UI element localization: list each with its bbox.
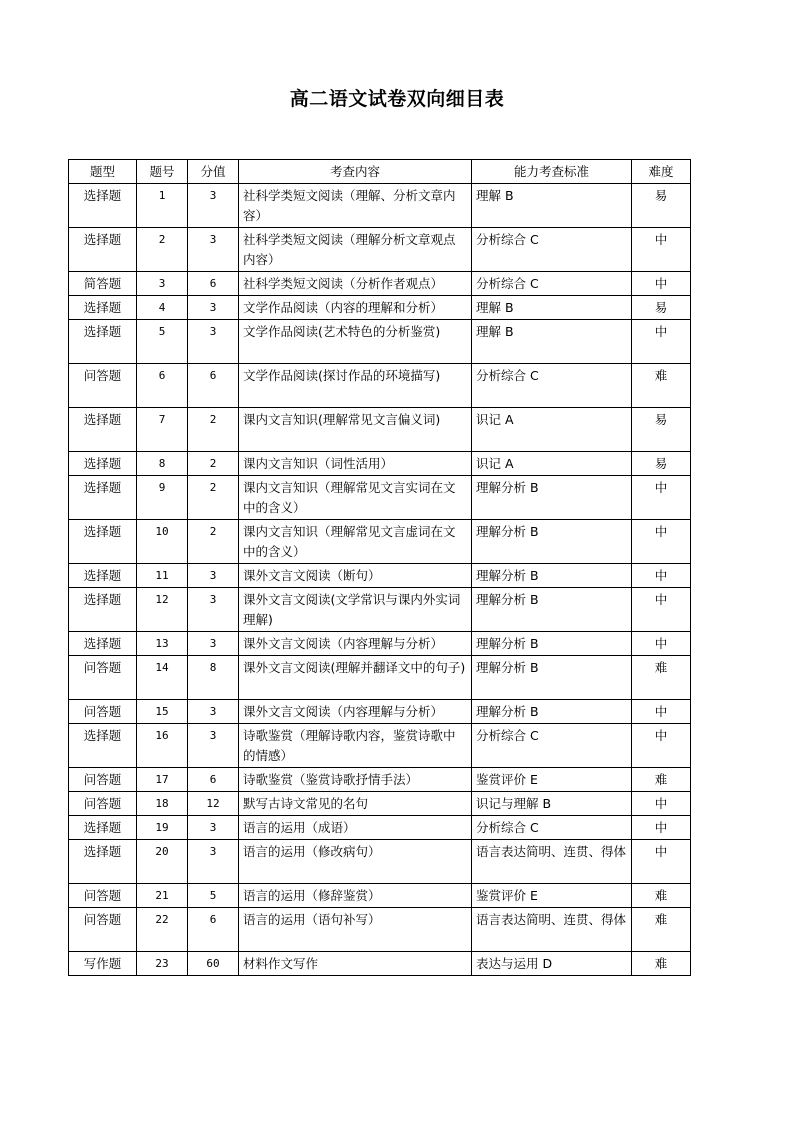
table-row: [69, 452, 691, 476]
cell-type: 选择题: [69, 564, 137, 588]
cell-type: 问答题: [69, 700, 137, 724]
cell-standard: 理解 B: [472, 184, 632, 228]
cell-score: 3: [188, 700, 239, 724]
table-row: [69, 656, 691, 700]
cell-score: 5: [188, 884, 239, 908]
cell-content: 默写古诗文常见的名句: [239, 792, 472, 816]
cell-difficulty: 难: [632, 908, 691, 952]
cell-num: 10: [137, 520, 188, 564]
cell-type: 选择题: [69, 408, 137, 452]
cell-standard: 表达与运用 D: [472, 952, 632, 976]
cell-score: 6: [188, 364, 239, 408]
cell-standard: 理解分析 B: [472, 656, 632, 700]
cell-num: 21: [137, 884, 188, 908]
cell-content: 文学作品阅读(探讨作品的环境描写): [239, 364, 472, 408]
cell-score: 3: [188, 724, 239, 768]
cell-num: 14: [137, 656, 188, 700]
cell-content: 课内文言知识(理解常见文言偏义词): [239, 408, 472, 452]
cell-difficulty: 中: [632, 228, 691, 272]
cell-type: 选择题: [69, 184, 137, 228]
cell-type: 选择题: [69, 816, 137, 840]
cell-num: 2: [137, 228, 188, 272]
cell-standard: 理解分析 B: [472, 564, 632, 588]
cell-standard: 理解分析 B: [472, 520, 632, 564]
cell-difficulty: 中: [632, 840, 691, 884]
cell-num: 4: [137, 296, 188, 320]
cell-standard: 分析综合 C: [472, 228, 632, 272]
cell-score: 3: [188, 564, 239, 588]
cell-type: 问答题: [69, 364, 137, 408]
cell-type: 选择题: [69, 724, 137, 768]
cell-num: 15: [137, 700, 188, 724]
cell-content: 诗歌鉴赏（理解诗歌内容，鉴赏诗歌中的情感）: [239, 724, 472, 768]
table-row: [69, 408, 691, 452]
cell-standard: 识记 A: [472, 452, 632, 476]
cell-content: 文学作品阅读(艺术特色的分析鉴赏): [239, 320, 472, 364]
cell-difficulty: 中: [632, 564, 691, 588]
cell-content: 诗歌鉴赏（鉴赏诗歌抒情手法）: [239, 768, 472, 792]
table-row: [69, 792, 691, 816]
col-header-difficulty: 难度: [632, 160, 691, 184]
cell-difficulty: 易: [632, 296, 691, 320]
cell-type: 选择题: [69, 320, 137, 364]
cell-num: 22: [137, 908, 188, 952]
cell-type: 选择题: [69, 520, 137, 564]
cell-score: 6: [188, 768, 239, 792]
cell-content: 语言的运用（修改病句）: [239, 840, 472, 884]
cell-num: 18: [137, 792, 188, 816]
cell-type: 选择题: [69, 632, 137, 656]
table-body: [69, 184, 691, 976]
cell-content: 课内文言知识（理解常见文言实词在文中的含义）: [239, 476, 472, 520]
cell-num: 8: [137, 452, 188, 476]
cell-standard: 理解分析 B: [472, 588, 632, 632]
cell-score: 3: [188, 632, 239, 656]
table-row: [69, 564, 691, 588]
table-row: [69, 588, 691, 632]
cell-content: 课外文言文阅读(理解并翻译文中的句子): [239, 656, 472, 700]
cell-score: 3: [188, 228, 239, 272]
cell-type: 问答题: [69, 792, 137, 816]
cell-standard: 识记与理解 B: [472, 792, 632, 816]
cell-type: 选择题: [69, 840, 137, 884]
cell-difficulty: 中: [632, 272, 691, 296]
col-header-type: 题型: [69, 160, 137, 184]
cell-score: 3: [188, 840, 239, 884]
cell-content: 语言的运用（语句补写）: [239, 908, 472, 952]
cell-standard: 理解分析 B: [472, 632, 632, 656]
cell-num: 20: [137, 840, 188, 884]
cell-type: 简答题: [69, 272, 137, 296]
cell-difficulty: 易: [632, 452, 691, 476]
col-header-standard: 能力考查标准: [472, 160, 632, 184]
cell-standard: 理解 B: [472, 296, 632, 320]
cell-num: 7: [137, 408, 188, 452]
cell-difficulty: 难: [632, 884, 691, 908]
col-header-score: 分值: [188, 160, 239, 184]
cell-difficulty: 易: [632, 184, 691, 228]
table-row: [69, 700, 691, 724]
table-row: [69, 320, 691, 364]
cell-content: 语言的运用（成语）: [239, 816, 472, 840]
cell-difficulty: 难: [632, 768, 691, 792]
cell-num: 11: [137, 564, 188, 588]
spec-table: [68, 159, 691, 976]
cell-num: 13: [137, 632, 188, 656]
cell-score: 12: [188, 792, 239, 816]
cell-score: 3: [188, 816, 239, 840]
cell-standard: 分析综合 C: [472, 272, 632, 296]
table-row: [69, 724, 691, 768]
table-row: [69, 952, 691, 976]
cell-difficulty: 中: [632, 724, 691, 768]
cell-num: 9: [137, 476, 188, 520]
cell-type: 问答题: [69, 656, 137, 700]
cell-type: 选择题: [69, 476, 137, 520]
cell-difficulty: 难: [632, 656, 691, 700]
cell-difficulty: 中: [632, 520, 691, 564]
table-row: [69, 840, 691, 884]
cell-content: 社科学类短文阅读（理解分析文章观点内容）: [239, 228, 472, 272]
cell-content: 课外文言文阅读（内容理解与分析）: [239, 632, 472, 656]
cell-num: 17: [137, 768, 188, 792]
cell-type: 写作题: [69, 952, 137, 976]
cell-difficulty: 中: [632, 792, 691, 816]
table-row: [69, 884, 691, 908]
table-row: [69, 908, 691, 952]
col-header-num: 题号: [137, 160, 188, 184]
table-row: [69, 768, 691, 792]
table-row: [69, 296, 691, 320]
table-row: [69, 272, 691, 296]
table-row: [69, 184, 691, 228]
cell-type: 选择题: [69, 452, 137, 476]
cell-standard: 识记 A: [472, 408, 632, 452]
table-row: [69, 520, 691, 564]
cell-score: 8: [188, 656, 239, 700]
table-header-row: [69, 160, 691, 184]
cell-content: 课外文言文阅读（内容理解与分析）: [239, 700, 472, 724]
cell-score: 6: [188, 272, 239, 296]
cell-content: 语言的运用（修辞鉴赏）: [239, 884, 472, 908]
cell-difficulty: 中: [632, 320, 691, 364]
cell-score: 3: [188, 184, 239, 228]
cell-score: 2: [188, 520, 239, 564]
cell-type: 问答题: [69, 908, 137, 952]
table-row: [69, 228, 691, 272]
cell-score: 2: [188, 408, 239, 452]
cell-num: 12: [137, 588, 188, 632]
cell-num: 16: [137, 724, 188, 768]
cell-standard: 语言表达简明、连贯、得体: [472, 840, 632, 884]
page-title: 高二语文试卷双向细目表: [289, 88, 505, 110]
cell-difficulty: 中: [632, 632, 691, 656]
cell-difficulty: 易: [632, 408, 691, 452]
cell-type: 选择题: [69, 228, 137, 272]
cell-type: 问答题: [69, 884, 137, 908]
table-row: [69, 632, 691, 656]
cell-standard: 理解分析 B: [472, 700, 632, 724]
cell-type: 选择题: [69, 296, 137, 320]
col-header-content: 考查内容: [239, 160, 472, 184]
cell-standard: 分析综合 C: [472, 364, 632, 408]
cell-standard: 理解 B: [472, 320, 632, 364]
table-row: [69, 816, 691, 840]
cell-content: 文学作品阅读（内容的理解和分析）: [239, 296, 472, 320]
cell-difficulty: 难: [632, 952, 691, 976]
table-row: [69, 476, 691, 520]
cell-num: 6: [137, 364, 188, 408]
cell-num: 1: [137, 184, 188, 228]
cell-score: 3: [188, 296, 239, 320]
cell-num: 5: [137, 320, 188, 364]
cell-difficulty: 中: [632, 816, 691, 840]
cell-score: 2: [188, 452, 239, 476]
cell-difficulty: 中: [632, 588, 691, 632]
cell-score: 60: [188, 952, 239, 976]
cell-standard: 鉴赏评价 E: [472, 768, 632, 792]
table-row: [69, 364, 691, 408]
cell-content: 课外文言文阅读（断句）: [239, 564, 472, 588]
cell-score: 2: [188, 476, 239, 520]
cell-difficulty: 中: [632, 700, 691, 724]
cell-standard: 分析综合 C: [472, 816, 632, 840]
cell-content: 社科学类短文阅读（理解、分析文章内容）: [239, 184, 472, 228]
cell-standard: 分析综合 C: [472, 724, 632, 768]
cell-content: 课内文言知识（理解常见文言虚词在文中的含义）: [239, 520, 472, 564]
cell-score: 3: [188, 588, 239, 632]
cell-num: 3: [137, 272, 188, 296]
cell-num: 19: [137, 816, 188, 840]
cell-score: 3: [188, 320, 239, 364]
cell-standard: 鉴赏评价 E: [472, 884, 632, 908]
cell-difficulty: 中: [632, 476, 691, 520]
cell-standard: 理解分析 B: [472, 476, 632, 520]
cell-content: 社科学类短文阅读（分析作者观点）: [239, 272, 472, 296]
cell-content: 课外文言文阅读(文学常识与课内外实词理解): [239, 588, 472, 632]
cell-content: 材料作文写作: [239, 952, 472, 976]
cell-score: 6: [188, 908, 239, 952]
cell-content: 课内文言知识（词性活用）: [239, 452, 472, 476]
cell-type: 选择题: [69, 588, 137, 632]
cell-num: 23: [137, 952, 188, 976]
cell-difficulty: 难: [632, 364, 691, 408]
cell-standard: 语言表达简明、连贯、得体: [472, 908, 632, 952]
cell-type: 问答题: [69, 768, 137, 792]
